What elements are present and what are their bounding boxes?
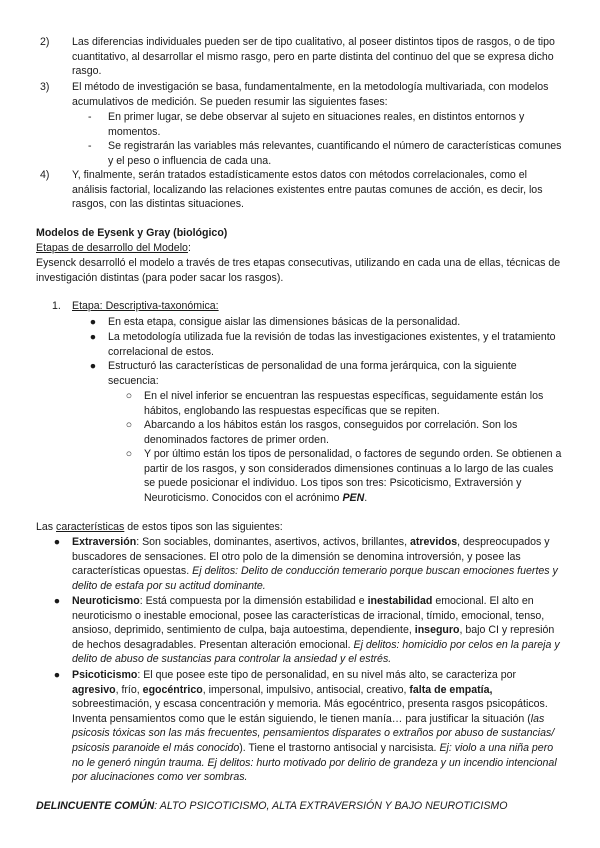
traits-intro [36, 520, 283, 535]
circle-bullet-icon: ○ [125, 419, 133, 431]
traits-intro-post: de estos tipos son las siguientes: [124, 521, 283, 533]
section-subheading [36, 241, 191, 256]
bullet-text [144, 447, 562, 505]
section-intro: Eysenck desarrolló el modelo a través de tres etapas consecutivas, utilizando en cada una de ellas, técnicas de investigación distintas (para poder sacar los rasgos). [36, 257, 561, 284]
bullet-icon: ● [53, 536, 61, 548]
list-number: 4) [40, 169, 50, 181]
conclusion-line [36, 799, 508, 814]
trait-bold: egocéntrico [142, 683, 203, 696]
list-number: 3) [40, 81, 50, 93]
list-item-text: Se registrarán las variables más relevantes, cuantificando el número de características comunes y el peso o influencia de cada una. [108, 140, 562, 167]
bullet-text: Abarcando a los hábitos están los rasgos, conseguidos por correlación. Son los denominados factores de primer orden. [144, 419, 518, 446]
trait-desc: , impersonal, impulsivo, antisocial, creativo, [202, 683, 410, 696]
list-item-text: Y, finalmente, serán tratados estadísticamente estos datos con métodos correlacionales, como el análisis factorial, localizando las relaciones existentes entre pautas comunes de acción, es decir, los rasgos, con las distintas situaciones. [72, 169, 543, 211]
subheading-colon: : [187, 242, 191, 254]
trait-example: Ej delitos: homicidio por celos en la pareja y delito de abuso de sustancias para controlar la ansiedad y el estrés. [72, 638, 560, 666]
subheading-text: Etapas de desarrollo del Modelo [36, 242, 188, 254]
trait-bold: agresivo [72, 683, 116, 696]
trait-desc: sobreestimación, y escasa concentración y memoria. Más egocéntrico, presenta rasgos psicopáticos. Inventa pensamientos como que le están siguiendo, le tienen manía… para justificar la situación ( [72, 698, 548, 725]
dash-bullet: - [88, 111, 92, 123]
trait-example: Ej: violo a una niña pero no le generó ningún trauma. Ej delitos: hurto motivado por delirio de grandeza y un incendio intencional por alucinaciones como ver sombras. [72, 741, 557, 784]
trait-name: Extraversión [72, 536, 137, 548]
circle-bullet-icon: ○ [125, 448, 133, 460]
trait-bold: inseguro [414, 624, 460, 637]
traits-intro-pre: Las [36, 521, 57, 533]
bullet-text: La metodología utilizada fue la revisión de todas las investigaciones existentes, y el tratamiento correlacional de estos. [108, 331, 556, 358]
list-item-text: Las diferencias individuales pueden ser de tipo cualitativo, al poseer distintos tipos de rasgos, o de tipo cuantitativo, al desarrollar el mismo rasgo, pero en parte distinta del continuo del que se expresa dicho rasgo. [72, 36, 555, 78]
trait-desc: : El que posee este tipo de personalidad, en su nivel más alto, se caracteriza por [137, 669, 517, 681]
bullet-icon: ● [89, 360, 97, 372]
trait-bold: atrevidos [410, 536, 458, 548]
acronym: PEN [342, 491, 365, 504]
bullet-text: En esta etapa, consigue aislar las dimensiones básicas de la personalidad. [108, 316, 461, 328]
bullet-text: Estructuró las características de personalidad de una forma jerárquica, con la siguiente secuencia: [108, 360, 517, 387]
bullet-icon: ● [53, 669, 61, 681]
trait-text [72, 594, 562, 667]
trait-name: Psicoticismo [72, 669, 138, 681]
trait-desc: , frío, [115, 683, 143, 696]
trait-desc: , bajo CI y represión de hechos desagradables. Presentan alteración emocional. [72, 624, 555, 651]
acronym-end: . [364, 491, 368, 504]
trait-text [72, 668, 562, 785]
conclusion-bold: DELINCUENTE COMÚN [36, 800, 155, 812]
bullet-text: En el nivel inferior se encuentran las respuestas específicas, seguidamente están los hábitos, englobando las respuestas específicas que se repiten. [144, 390, 544, 417]
trait-desc: : Está compuesta por la dimensión estabilidad e [139, 595, 368, 607]
circle-bullet-icon: ○ [125, 390, 133, 402]
trait-desc: emocional. El alto en neuroticismo o inestable emocional, posee las características de irracional, tímido, emocional, tenso, ansioso, deprimido, sentimiento de culpa, baja autoestima, dependiente, [72, 595, 545, 637]
stage-title: Etapa: Descriptiva-taxonómica: [72, 300, 219, 312]
list-item-text: En primer lugar, se debe observar al sujeto en situaciones reales, en distintos entornos y momentos. [108, 111, 525, 138]
trait-desc: ). Tiene el trastorno antisocial y narcisista. [239, 741, 440, 754]
list-item-text: El método de investigación se basa, fundamentalmente, en la metodología multivariada, con modelos acumulativos de medición. Se pueden resumir las siguientes fases: [72, 81, 549, 108]
trait-desc: , despreocupados y buscadores de sensaciones. El otro polo de la dimensión se denomina introversión, y posee las características opuestas. [72, 536, 550, 578]
trait-text [72, 535, 562, 593]
bullet-icon: ● [89, 331, 97, 343]
bullet-icon: ● [89, 316, 97, 328]
trait-bold: inestabilidad [367, 595, 433, 607]
conclusion-rest: : ALTO PSICOTICISMO, ALTA EXTRAVERSIÓN Y BAJO NEUROTICISMO [154, 800, 508, 812]
list-number: 2) [40, 36, 50, 48]
trait-desc: : Son sociables, dominantes, asertivos, activos, brillantes, [136, 536, 410, 548]
dash-bullet: - [88, 140, 92, 152]
trait-italic: las psicosis tóxicas son las más frecuentes, pensamientos disparates o extraños por abuso de sustancias/ psicosis paranoide el más conocido [72, 712, 555, 754]
traits-intro-link: características [56, 521, 125, 533]
section-heading: Modelos de Eysenk y Gray (biológico) [36, 227, 228, 239]
trait-bold: falta de empatía, [409, 683, 493, 696]
trait-example: Ej delitos: Delito de conducción temerario porque buscan emociones fuertes y delito de estafa por su actitud dominante. [72, 565, 558, 592]
bullet-icon: ● [53, 595, 61, 607]
sub-bullet-text: Y por último están los tipos de personalidad, o factores de segundo orden. Se obtienen a partir de los rasgos, y son considerados dimensiones continuas a lo largo de las cuales se puede posicionar el individuo. Los tipos son tres: Psicoticismo, Extraversión y Neuroticismo. Conocidos con el acrónimo [144, 448, 562, 504]
stage-number: 1. [52, 300, 61, 312]
trait-name: Neuroticismo [72, 595, 140, 607]
